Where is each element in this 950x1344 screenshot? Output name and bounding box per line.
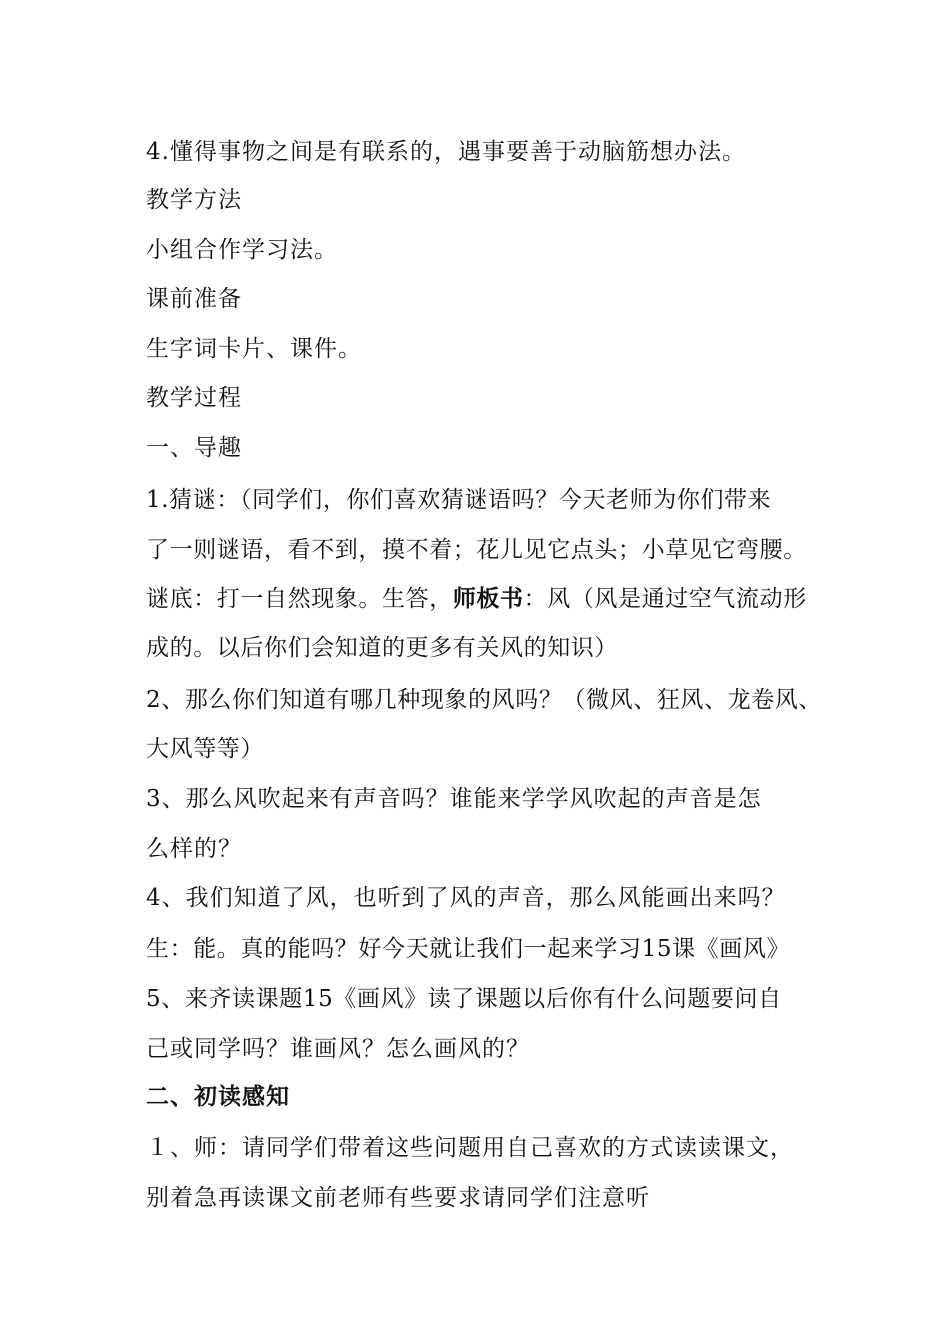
heading-preparation: 课前准备 xyxy=(146,286,242,312)
step-5-line-1: 5、来齐读课题15《画风》读了课题以后你有什么问题要问自 xyxy=(146,986,782,1012)
step-3-line-1: 3、那么风吹起来有声音吗？谁能来学学风吹起的声音是怎 xyxy=(146,786,762,812)
step-4-line-2: 生：能。真的能吗？好今天就让我们一起来学习15课《画风》 xyxy=(146,936,791,962)
step-1-line-2: 了一则谜语，看不到，摸不着；花儿见它点头；小草见它弯腰。 xyxy=(146,537,807,563)
teaching-method-text: 小组合作学习法。 xyxy=(146,237,338,263)
step-1-line-1: 1.猜谜：（同学们，你们喜欢猜谜语吗？今天老师为你们带来 xyxy=(146,487,772,513)
step-1-line-3 xyxy=(146,584,846,614)
step-1-line-4: 成的。以后你们会知道的更多有关风的知识） xyxy=(146,635,618,661)
section-1-heading: 一、导趣 xyxy=(146,435,242,461)
board-writing-label: 师板书 xyxy=(452,585,524,612)
board-writing-text: ：风（风是通过空气流动形 xyxy=(523,586,807,612)
heading-teaching-process: 教学过程 xyxy=(146,385,242,411)
step-3-line-2: 么样的？ xyxy=(146,836,242,862)
heading-teaching-method: 教学方法 xyxy=(146,187,242,213)
step-2-line-2: 大风等等） xyxy=(146,736,264,762)
riddle-answer-text: 谜底：打一自然现象。生答， xyxy=(146,586,453,612)
section-2-step-1-line-2: 别着急再读课文前老师有些要求请同学们注意听 xyxy=(146,1185,650,1211)
step-2-line-1: 2、那么你们知道有哪几种现象的风吗？（微风、狂风、龙卷风、 xyxy=(146,687,823,713)
section-2-step-1-line-1: １、师：请同学们带着这些问题用自己喜欢的方式读读课文， xyxy=(146,1135,794,1161)
step-4-line-1: 4、我们知道了风，也听到了风的声音，那么风能画出来吗？ xyxy=(146,885,786,911)
preparation-text: 生字词卡片、课件。 xyxy=(146,336,362,362)
objective-4: 4.懂得事物之间是有联系的，遇事要善于动脑筋想办法。 xyxy=(146,139,746,165)
step-5-line-2: 己或同学吗？谁画风？怎么画风的？ xyxy=(146,1036,530,1062)
section-2-heading: 二、初读感知 xyxy=(146,1084,290,1110)
